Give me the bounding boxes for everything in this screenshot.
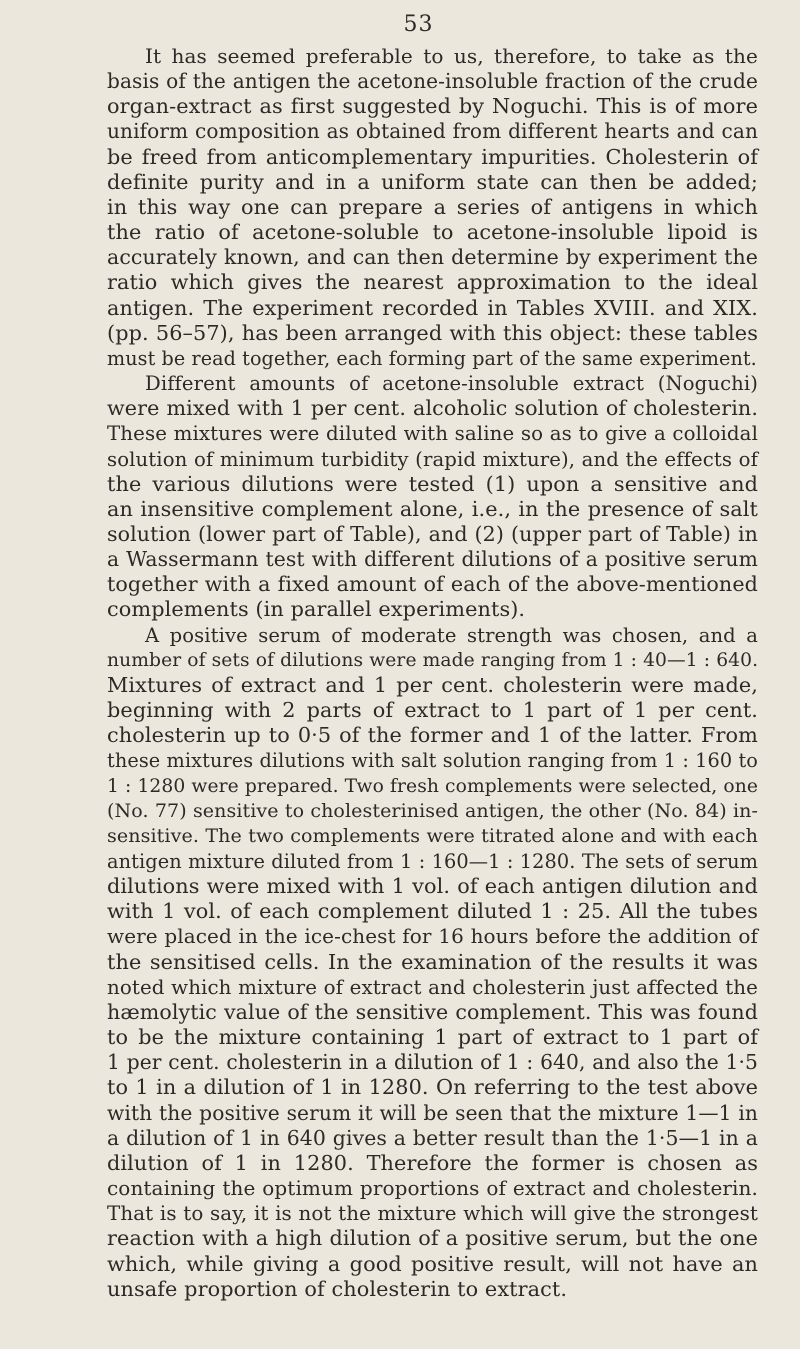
text-line: 1 : 1280 were prepared. Two fresh complements were selected, one: [107, 775, 758, 797]
body-text: [79, 44, 758, 1302]
text-line: which, while giving a good positive result, will not have an: [107, 1251, 758, 1276]
text-line: were placed in the ice-chest for 16 hours before the addition of: [107, 924, 758, 949]
text-line: with 1 vol. of each complement diluted 1 : 25. All the tubes: [107, 899, 758, 924]
text-line: these mixtures dilutions with salt solution ranging from 1 : 160 to: [107, 749, 758, 773]
text-line: in this way one can prepare a series of antigens in which: [107, 194, 758, 219]
text-line: antigen. The experiment recorded in Tables XVIII. and XIX.: [107, 295, 758, 320]
text-line: sensitive. The two complements were titrated alone and with each: [107, 824, 758, 847]
text-line: antigen mixture diluted from 1 : 160—1 : 1280. The sets of serum: [107, 850, 758, 873]
text-line: were mixed with 1 per cent. alcoholic solution of cholesterin.: [107, 396, 758, 421]
text-line: the ratio of acetone-soluble to acetone-insoluble lipoid is: [107, 220, 758, 245]
text-line: accurately known, and can then determine by experiment the: [107, 245, 758, 270]
page-number: 53: [403, 12, 434, 37]
text-line: ratio which gives the nearest approximation to the ideal: [107, 270, 758, 295]
text-line: reaction with a high dilution of a positive serum, but the one: [107, 1226, 758, 1251]
text-line: be freed from anticomplementary impurities. Cholesterin of: [107, 144, 758, 169]
text-line: must be read together, each forming part of the same experiment.: [107, 346, 757, 370]
text-line: solution of minimum turbidity (rapid mixture), and the effects of: [107, 447, 758, 471]
text-line: uniform composition as obtained from different hearts and can: [107, 119, 758, 144]
text-line: basis of the antigen the acetone-insoluble fraction of the crude: [107, 69, 758, 94]
paragraph: [79, 371, 758, 623]
text-line: definite purity and in a uniform state can then be added;: [107, 169, 758, 194]
text-line: 1 per cent. cholesterin in a dilution of 1 : 640, and also the 1·5: [107, 1050, 758, 1075]
text-line: dilutions were mixed with 1 vol. of each antigen dilution and: [107, 874, 758, 899]
text-line: complements (in parallel experiments).: [107, 597, 526, 622]
text-line: Mixtures of extract and 1 per cent. cholesterin were made,: [107, 672, 758, 697]
paragraph: [79, 623, 758, 1302]
text-line: dilution of 1 in 1280. Therefore the former is chosen as: [107, 1150, 758, 1175]
text-line: to be the mixture containing 1 part of extract to 1 part of: [107, 1025, 758, 1050]
text-line: the various dilutions were tested (1) upon a sensitive and: [107, 471, 758, 496]
text-line: hæmolytic value of the sensitive complement. This was found: [107, 999, 758, 1024]
text-line: with the positive serum it will be seen that the mixture 1—1 in: [107, 1100, 758, 1125]
text-line: a Wassermann test with different dilutions of a positive serum: [107, 547, 758, 572]
text-line: Different amounts of acetone-insoluble extract (Noguchi): [145, 372, 758, 396]
text-line: beginning with 2 parts of extract to 1 part of 1 per cent.: [107, 698, 758, 723]
text-line: These mixtures were diluted with saline so as to give a colloidal: [107, 422, 758, 446]
text-line: the sensitised cells. In the examination of the results it was: [107, 949, 758, 974]
text-line: containing the optimum proportions of extract and cholesterin.: [107, 1176, 758, 1201]
text-line: a dilution of 1 in 640 gives a better result than the 1·5—1 in a: [107, 1125, 758, 1150]
text-line: It has seemed preferable to us, therefore, to take as the: [145, 44, 758, 68]
paragraph: [79, 44, 758, 371]
text-line: number of sets of dilutions were made ranging from 1 : 40—1 : 640.: [107, 649, 759, 671]
text-line: (No. 77) sensitive to cholesterinised antigen, the other (No. 84) in-: [107, 799, 758, 822]
text-line: together with a fixed amount of each of the above-mentioned: [107, 572, 758, 597]
text-line: solution (lower part of Table), and (2) (upper part of Table) in: [107, 521, 758, 546]
text-line: an insensitive complement alone, i.e., in the presence of salt: [107, 496, 758, 521]
text-line: noted which mixture of extract and cholesterin just affected the: [107, 975, 758, 999]
text-line: to 1 in a dilution of 1 in 1280. On referring to the test above: [107, 1075, 758, 1100]
text-line: cholesterin up to 0·5 of the former and 1 of the latter. From: [107, 723, 758, 748]
text-line: That is to say, it is not the mixture which will give the strongest: [107, 1202, 758, 1226]
text-line: organ-extract as first suggested by Noguchi. This is of more: [107, 94, 758, 119]
text-line: A positive serum of moderate strength was chosen, and a: [145, 623, 758, 647]
text-line: unsafe proportion of cholesterin to extract.: [107, 1276, 568, 1301]
text-line: (pp. 56–57), has been arranged with this object: these tables: [107, 320, 758, 345]
